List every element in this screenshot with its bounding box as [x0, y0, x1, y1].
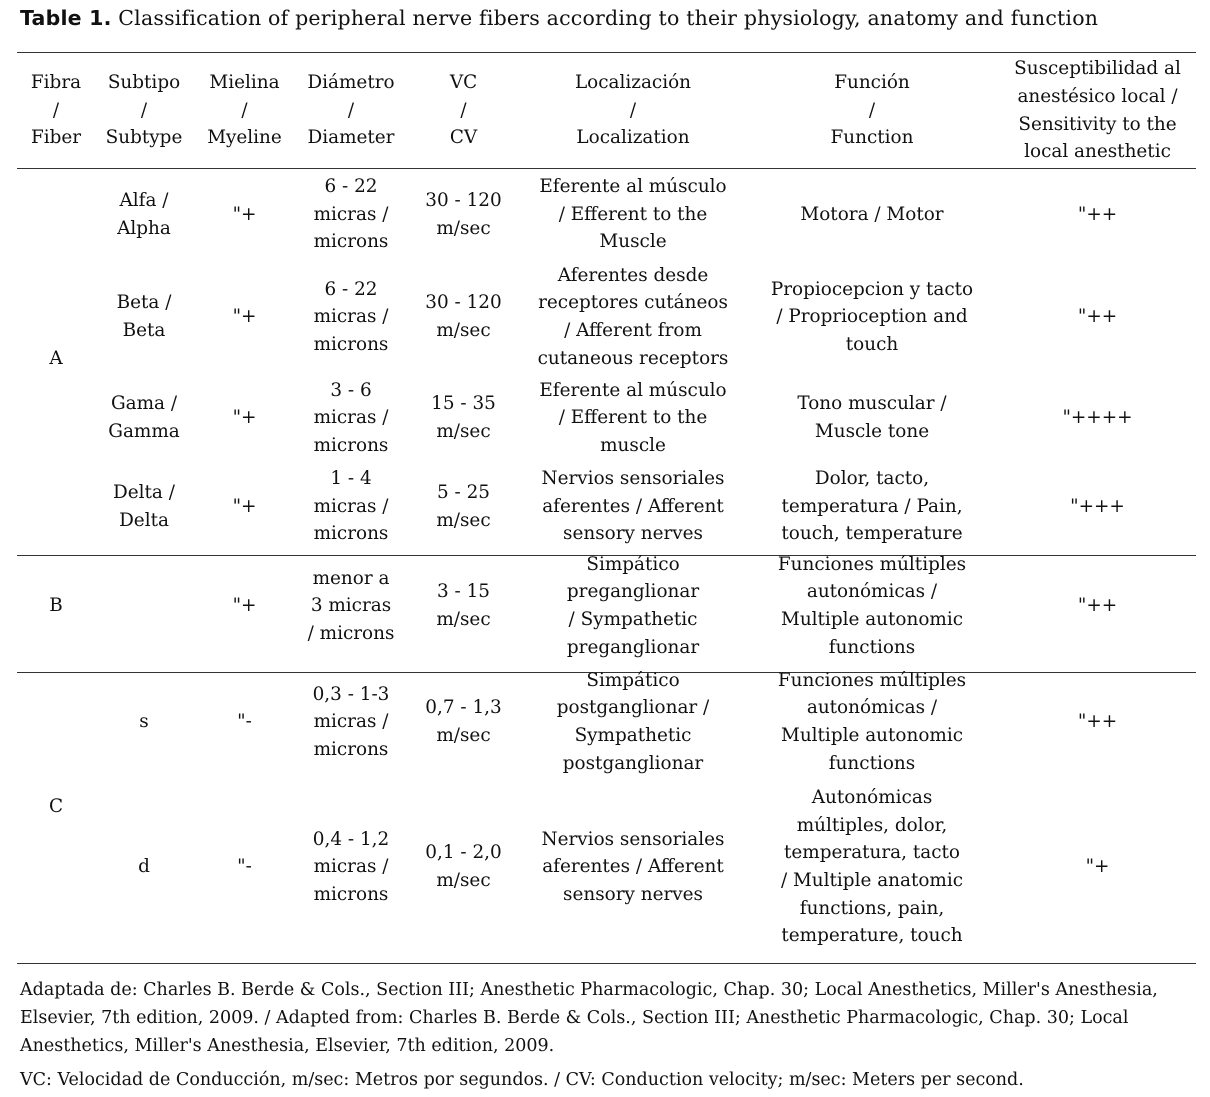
cell-line: micras /	[313, 856, 389, 878]
cell-line: sensory nerves	[563, 883, 703, 905]
cell-line: Gamma	[108, 421, 180, 442]
cell-line: m/sec	[436, 870, 491, 891]
cell-line: 3 - 6	[330, 379, 372, 401]
cell-line: Función	[834, 72, 910, 94]
cell-line: menor a	[312, 567, 390, 589]
cell-line: Mielina	[209, 72, 280, 94]
cell-line: Autonómicas	[811, 787, 933, 809]
table-header	[17, 53, 1196, 168]
cell-line: 3 - 15	[436, 581, 490, 603]
cell-line: micras /	[313, 203, 389, 225]
cell-line: /	[347, 99, 355, 121]
myelin-cell: "+	[232, 407, 257, 429]
cell-line: Alfa /	[119, 189, 169, 211]
myelin-cell: "+	[232, 495, 257, 517]
cell-line: /	[629, 99, 637, 121]
diameter-cell	[296, 373, 406, 463]
cv-cell	[406, 261, 521, 373]
cell-line: aferentes / Afferent	[542, 856, 724, 878]
cell-line: sensory nerves	[563, 523, 703, 545]
cell-line: 6 - 22	[324, 176, 378, 198]
table-row	[17, 463, 1196, 550]
cell-line: CV	[449, 127, 478, 149]
cell-line: Localización	[574, 72, 692, 94]
sensitivity-cell: "++	[1077, 711, 1118, 733]
diameter-cell	[296, 662, 406, 782]
cell-line: Eferente al músculo	[539, 176, 727, 198]
table-row	[17, 373, 1196, 463]
cell-line: Diámetro	[307, 72, 395, 94]
cv-cell	[406, 463, 521, 550]
localization-cell	[521, 550, 745, 662]
table-row	[17, 782, 1196, 952]
cell-line: functions, pain,	[799, 897, 945, 919]
cell-line: /	[140, 99, 148, 121]
cell-line: múltiples, dolor,	[796, 814, 948, 836]
table-row	[17, 550, 1196, 662]
table-caption	[20, 4, 1200, 32]
fiber-cell: B	[49, 595, 63, 617]
cell-line: Localization	[576, 127, 690, 149]
cv-cell	[406, 168, 521, 261]
table-title: Classification of peripheral nerve fibers according to their physiology, anatomy and function	[118, 6, 1099, 30]
cell-line: /	[52, 99, 60, 121]
cell-line: Sympathetic	[574, 725, 692, 746]
cell-line: /	[868, 99, 876, 121]
cell-line: m/sec	[436, 421, 491, 442]
diameter-cell	[296, 550, 406, 662]
header-fiber	[17, 53, 95, 168]
table-row	[17, 662, 1196, 782]
table-label: Table 1.	[20, 6, 112, 30]
sensitivity-cell: "++	[1077, 306, 1118, 328]
table-body	[17, 168, 1196, 952]
myelin-cell: "-	[237, 711, 252, 733]
cell-line: Beta	[122, 320, 166, 341]
cell-line: s	[139, 711, 149, 733]
subtype-cell	[95, 662, 193, 782]
cell-line: m/sec	[436, 725, 491, 746]
cell-line: micras /	[313, 495, 389, 517]
cell-line: m/sec	[436, 609, 491, 630]
diameter-cell	[296, 782, 406, 952]
localization-cell	[521, 373, 745, 463]
cell-line: Dolor, tacto,	[814, 468, 930, 490]
cell-line: /	[241, 99, 248, 121]
cell-line: / microns	[307, 622, 395, 644]
cell-line: autonómicas /	[806, 581, 938, 603]
diameter-cell	[296, 463, 406, 550]
header-function	[745, 53, 999, 168]
cell-line: temperatura, tacto	[784, 842, 960, 864]
cell-line: m/sec	[436, 217, 491, 239]
header-subtype	[95, 53, 193, 168]
subtype-cell	[95, 168, 193, 261]
cv-cell	[406, 662, 521, 782]
subtype-cell	[95, 261, 193, 373]
cell-line: / Multiple anatomic	[780, 870, 964, 891]
cell-line: Multiple autonomic	[780, 609, 964, 630]
cell-line: Alpha	[117, 217, 171, 239]
cell-line: Funciones múltiples	[777, 669, 967, 691]
cell-line: temperatura / Pain,	[781, 495, 963, 517]
fiber-cell: C	[48, 796, 64, 818]
cell-line: touch, temperature	[781, 523, 963, 545]
cell-line: m/sec	[436, 320, 491, 341]
cell-line: Fibra	[30, 72, 82, 94]
cv-cell	[406, 373, 521, 463]
cell-line: Delta	[119, 509, 169, 531]
diameter-cell	[296, 168, 406, 261]
header-cv	[406, 53, 521, 168]
cell-line: /	[460, 99, 467, 121]
sensitivity-cell: "+++	[1070, 495, 1125, 517]
sensitivity-cell: "++	[1077, 595, 1118, 617]
cell-line: 1 - 4	[330, 468, 372, 490]
function-cell	[745, 662, 999, 782]
cell-line: preganglionar	[566, 636, 700, 658]
localization-cell	[521, 662, 745, 782]
cell-line: cutaneous receptors	[537, 347, 729, 369]
myelin-cell: "-	[237, 856, 252, 878]
function-cell	[745, 373, 999, 463]
bottom-rule	[17, 963, 1196, 964]
cell-line: anestésico local /	[1017, 85, 1178, 107]
cell-line: Muscle tone	[814, 421, 930, 442]
cell-line: microns	[313, 434, 389, 456]
function-cell	[745, 261, 999, 373]
cell-line: Simpático	[586, 553, 680, 575]
cell-line: 0,4 - 1,2	[312, 828, 390, 850]
sensitivity-cell: "++++	[1062, 407, 1133, 429]
cv-cell	[406, 550, 521, 662]
cv-cell	[406, 782, 521, 952]
table-row	[17, 168, 1196, 261]
cell-line: Sensitivity to the	[1018, 113, 1177, 135]
cell-line: Nervios sensoriales	[541, 828, 725, 850]
cell-line: Delta /	[113, 481, 175, 503]
cell-line: 0,7 - 1,3	[425, 697, 502, 719]
function-cell	[745, 782, 999, 952]
header-row	[17, 53, 1196, 168]
cell-line: Gama /	[110, 393, 178, 415]
cell-line: VC	[449, 72, 478, 94]
cell-line: Myeline	[207, 127, 282, 149]
sensitivity-cell: "++	[1077, 203, 1118, 225]
header-localization	[521, 53, 745, 168]
cell-line: microns	[313, 333, 389, 355]
subtype-cell	[95, 463, 193, 550]
cell-line: microns	[313, 883, 389, 905]
subtype-cell	[95, 782, 193, 952]
cell-line: Multiple autonomic	[780, 725, 964, 746]
diameter-cell	[296, 261, 406, 373]
cell-line: micras /	[313, 711, 389, 733]
cell-line: 5 - 25	[436, 481, 490, 503]
cell-line: autonómicas /	[806, 697, 938, 719]
cell-line: Tono muscular /	[797, 393, 947, 415]
cell-line: microns	[313, 231, 389, 253]
sensitivity-cell: "+	[1085, 856, 1110, 878]
function-cell	[745, 463, 999, 550]
cell-line: 0,3 - 1-3	[312, 683, 390, 705]
cell-line: / Efferent to the	[558, 203, 708, 225]
cell-line: Function	[830, 127, 914, 149]
cell-line: 3 micras	[310, 595, 392, 617]
cell-line: Susceptibilidad al	[1014, 58, 1181, 80]
cell-line: Fiber	[30, 127, 82, 149]
cell-line: touch	[845, 333, 899, 355]
cell-line: 15 - 35	[431, 393, 496, 415]
cell-line: Funciones múltiples	[777, 553, 967, 575]
cell-line: Muscle	[599, 231, 667, 253]
cell-line: microns	[313, 738, 389, 760]
source-note: Adaptada de: Charles B. Berde & Cols., Section III; Anesthetic Pharmacologic, Chap. 30; Local Anesthetics, Miller's Anesthesia, Elsevier, 7th edition, 2009. / Adapted from: Charles B. Berde & Cols., Section III; Anesthetic Pharmacologic, Chap. 30; Local Anesthetics, Miller's Anesthesia, Elsevier, 7th edition, 2009.	[20, 980, 1158, 1056]
cell-line: postganglionar	[562, 752, 704, 774]
cell-line: 0,1 - 2,0	[425, 842, 502, 864]
cell-line: Eferente al músculo	[539, 379, 727, 401]
cell-line: / Proprioception and	[776, 306, 968, 328]
cell-line: Motora / Motor	[800, 203, 944, 225]
fiber-classification-table	[17, 53, 1196, 952]
localization-cell	[521, 168, 745, 261]
cell-line: Subtype	[105, 127, 183, 149]
cell-line: temperature, touch	[781, 925, 963, 947]
myelin-cell: "+	[232, 595, 257, 617]
myelin-cell: "+	[232, 306, 257, 328]
cell-line: Propiocepcion y tacto	[770, 278, 974, 300]
cell-line: micras /	[313, 407, 389, 429]
function-cell	[745, 168, 999, 261]
table-notes	[20, 976, 1195, 1094]
cell-line: preganglionar	[566, 581, 700, 603]
cell-line: Aferentes desde	[557, 264, 709, 286]
cell-line: 30 - 120	[425, 292, 502, 314]
function-cell	[745, 550, 999, 662]
cell-line: micras /	[313, 306, 389, 328]
cell-line: m/sec	[436, 509, 491, 531]
cell-line: receptores cutáneos	[538, 292, 728, 314]
subtype-cell	[95, 550, 193, 662]
localization-cell	[521, 463, 745, 550]
cell-line: local anesthetic	[1024, 141, 1171, 163]
cell-line: Simpático	[586, 669, 680, 691]
header-diameter	[296, 53, 406, 168]
cell-line: functions	[828, 636, 916, 658]
cell-line: postganglionar /	[556, 697, 710, 719]
abbreviations-note: VC: Velocidad de Conducción, m/sec: Metros por segundos. / CV: Conduction velocity; m/sec: Meters per second.	[20, 1070, 1024, 1090]
table-row	[17, 261, 1196, 373]
cell-line: microns	[313, 523, 389, 545]
cell-line: Beta /	[116, 292, 172, 314]
fiber-cell: A	[49, 348, 63, 370]
cell-line: / Sympathetic	[568, 609, 698, 630]
localization-cell	[521, 261, 745, 373]
myelin-cell: "+	[232, 203, 257, 225]
cell-line: aferentes / Afferent	[542, 495, 724, 517]
header-myelin	[193, 53, 296, 168]
cell-line: Subtipo	[107, 72, 181, 94]
cell-line: Nervios sensoriales	[541, 468, 725, 490]
cell-line: 6 - 22	[324, 278, 378, 300]
cell-line: 30 - 120	[425, 189, 502, 211]
cell-line: muscle	[600, 434, 666, 456]
header-sensitivity	[999, 53, 1196, 168]
cell-line: d	[138, 856, 150, 878]
subtype-cell	[95, 373, 193, 463]
cell-line: / Efferent to the	[558, 407, 708, 429]
cell-line: Diameter	[307, 127, 395, 149]
cell-line: / Afferent from	[564, 320, 702, 341]
localization-cell	[521, 782, 745, 952]
cell-line: functions	[828, 752, 916, 774]
